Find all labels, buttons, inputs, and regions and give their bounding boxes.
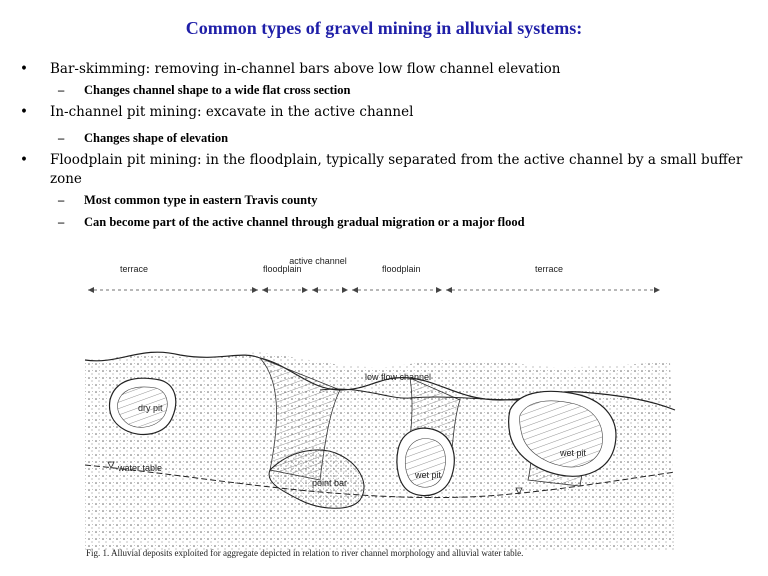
label-water-table: water table bbox=[118, 463, 163, 473]
bullet-in-channel-pit bbox=[18, 103, 748, 122]
zone-label-terrace-right: terrace bbox=[535, 264, 564, 274]
label-low-flow-channel: low flow channel bbox=[365, 372, 432, 382]
bullet-marker: • bbox=[20, 152, 28, 168]
bullet-marker: • bbox=[20, 61, 28, 77]
zone-label-floodplain-right: floodplain bbox=[382, 264, 421, 274]
bullet-text: Bar-skimming: removing in-channel bars above low flow channel elevation bbox=[50, 61, 561, 77]
sub-bullet-text: Changes shape of elevation bbox=[84, 131, 229, 145]
zone-label-terrace-left: terrace bbox=[120, 264, 149, 274]
active-channel-text: active channel bbox=[289, 256, 347, 266]
label-wet-pit-center: wet pit bbox=[415, 470, 442, 480]
bullet-text: In-channel pit mining: excavate in the active channel bbox=[50, 104, 414, 120]
label-dry-pit: dry pit bbox=[138, 403, 163, 413]
figure-caption: Fig. 1. Alluvial deposits exploited for aggregate depicted in relation to river channel morphology and alluvial water table. bbox=[86, 548, 524, 558]
bullet-bar-skimming bbox=[18, 60, 748, 79]
bullet-text: Floodplain pit mining: in the floodplain, typically separated from the active channel by a small buffer zone bbox=[50, 152, 743, 187]
sub-bullet-text: Most common type in eastern Travis county bbox=[84, 193, 318, 207]
zone-label-active-channel bbox=[289, 256, 347, 266]
sub-bullet bbox=[18, 129, 748, 147]
page-title: Common types of gravel mining in alluvial systems: bbox=[185, 18, 583, 38]
label-point-bar: point bar bbox=[312, 478, 348, 488]
dash-marker: – bbox=[58, 193, 65, 207]
dash-marker: – bbox=[58, 83, 65, 97]
sub-bullet bbox=[18, 81, 748, 99]
zone-label-floodplain-left: floodplain bbox=[263, 264, 302, 274]
sub-bullet-text: Changes channel shape to a wide flat cross section bbox=[84, 83, 351, 97]
dash-marker: – bbox=[58, 215, 65, 229]
bullet-list bbox=[18, 60, 748, 235]
sub-bullet bbox=[18, 213, 748, 231]
bullet-marker: • bbox=[20, 104, 28, 120]
bullet-floodplain-pit bbox=[18, 151, 748, 189]
sub-bullet bbox=[18, 191, 748, 209]
label-wet-pit-right: wet pit bbox=[560, 448, 587, 458]
sub-bullet-text: Can become part of the active channel through gradual migration or a major flood bbox=[84, 215, 525, 229]
dash-marker: – bbox=[58, 131, 65, 145]
alluvial-diagram bbox=[80, 250, 680, 570]
